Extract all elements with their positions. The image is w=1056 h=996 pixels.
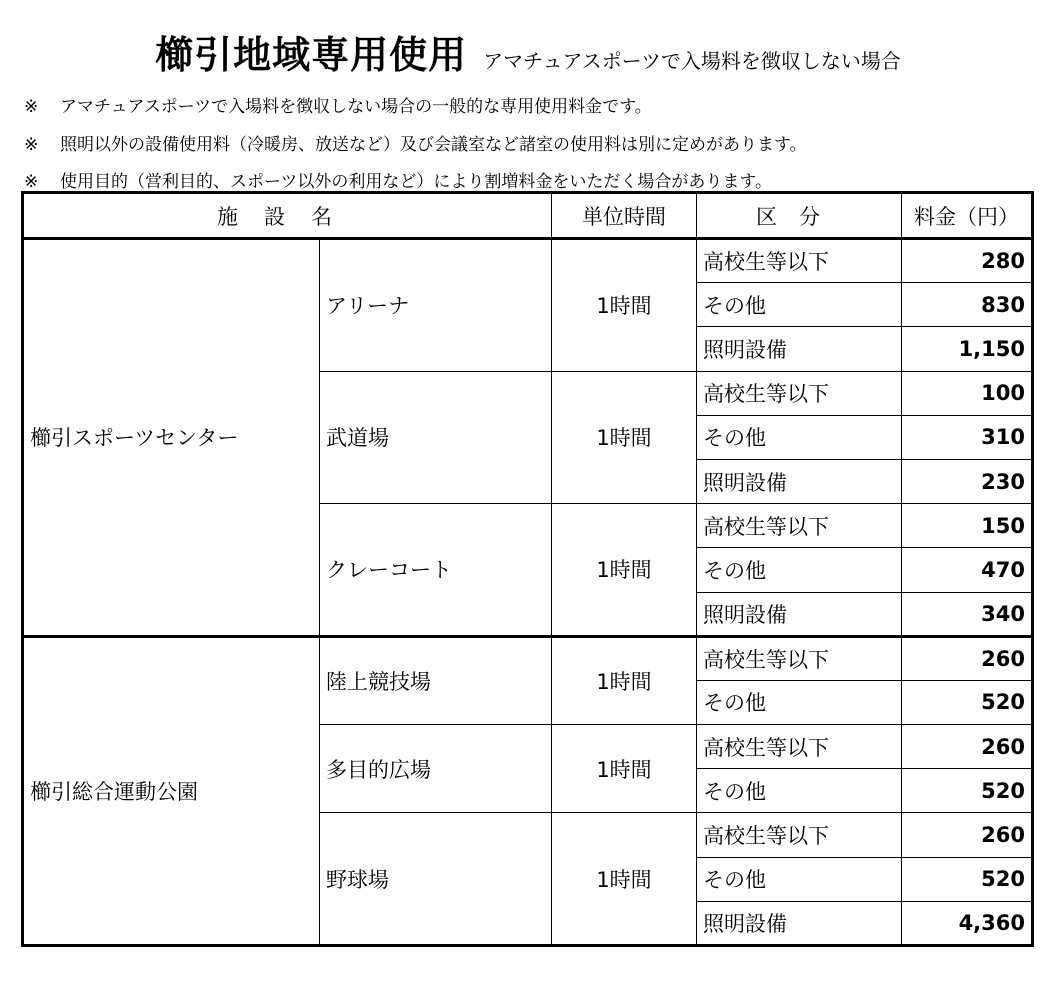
facility-name: 櫛引総合運動公園 [23,636,320,945]
category-cell: 照明設備 [697,901,902,945]
fee-cell: 520 [902,680,1033,724]
header-category: 区分 [697,193,902,239]
fee-cell: 260 [902,725,1033,769]
header-unit: 単位時間 [552,193,697,239]
note-2 [24,130,807,155]
fee-cell: 150 [902,504,1033,548]
fee-cell: 230 [902,459,1033,503]
fee-cell: 1,150 [902,327,1033,371]
table-row [23,636,1033,680]
fee-cell: 280 [902,239,1033,283]
fee-cell: 520 [902,857,1033,901]
note-mark: ※ [24,172,39,192]
page-title [0,24,1056,77]
category-cell: 高校生等以下 [697,813,902,857]
sub-facility-name: 野球場 [320,813,552,946]
title-main: 櫛引地域専用使用 [155,33,468,77]
title-subtitle: アマチュアスポーツで入場料を徴収しない場合 [483,49,901,73]
fee-cell: 100 [902,371,1033,415]
fee-cell: 260 [902,636,1033,680]
category-cell: その他 [697,680,902,724]
table-body [23,239,1033,946]
category-cell: 照明設備 [697,459,902,503]
unit-time: 1時間 [552,636,697,724]
note-text: アマチュアスポーツで入場料を徴収しない場合の一般的な専用使用料金です。 [60,97,652,117]
note-1 [24,92,652,117]
unit-time: 1時間 [552,504,697,637]
fee-cell: 4,360 [902,901,1033,945]
fee-cell: 260 [902,813,1033,857]
note-mark: ※ [24,97,39,117]
category-cell: 高校生等以下 [697,371,902,415]
header-fee: 料金（円） [902,193,1033,239]
header-facility: 施設名 [23,193,552,239]
category-cell: その他 [697,857,902,901]
fee-cell: 830 [902,283,1033,327]
note-3 [24,167,772,192]
sub-facility-name: アリーナ [320,239,552,372]
unit-time: 1時間 [552,371,697,504]
fee-cell: 470 [902,548,1033,592]
fee-table [21,191,1034,947]
unit-time: 1時間 [552,725,697,813]
fee-cell: 340 [902,592,1033,636]
table-row [23,239,1033,283]
category-cell: 高校生等以下 [697,725,902,769]
table-header-row [23,193,1033,239]
unit-time: 1時間 [552,813,697,946]
note-text: 照明以外の設備使用料（冷暖房、放送など）及び会議室など諸室の使用料は別に定めがあります。 [60,135,807,155]
category-cell: その他 [697,283,902,327]
note-mark: ※ [24,135,39,155]
sub-facility-name: 陸上競技場 [320,636,552,724]
category-cell: その他 [697,415,902,459]
category-cell: 高校生等以下 [697,239,902,283]
category-cell: 高校生等以下 [697,636,902,680]
sub-facility-name: 多目的広場 [320,725,552,813]
sub-facility-name: クレーコート [320,504,552,637]
facility-name: 櫛引スポーツセンター [23,239,320,637]
category-cell: その他 [697,769,902,813]
fee-cell: 310 [902,415,1033,459]
sub-facility-name: 武道場 [320,371,552,504]
note-text: 使用目的（営利目的、スポーツ以外の利用など）により割増料金をいただく場合があります。 [60,172,772,192]
category-cell: 照明設備 [697,592,902,636]
category-cell: その他 [697,548,902,592]
unit-time: 1時間 [552,239,697,372]
category-cell: 照明設備 [697,327,902,371]
category-cell: 高校生等以下 [697,504,902,548]
fee-cell: 520 [902,769,1033,813]
